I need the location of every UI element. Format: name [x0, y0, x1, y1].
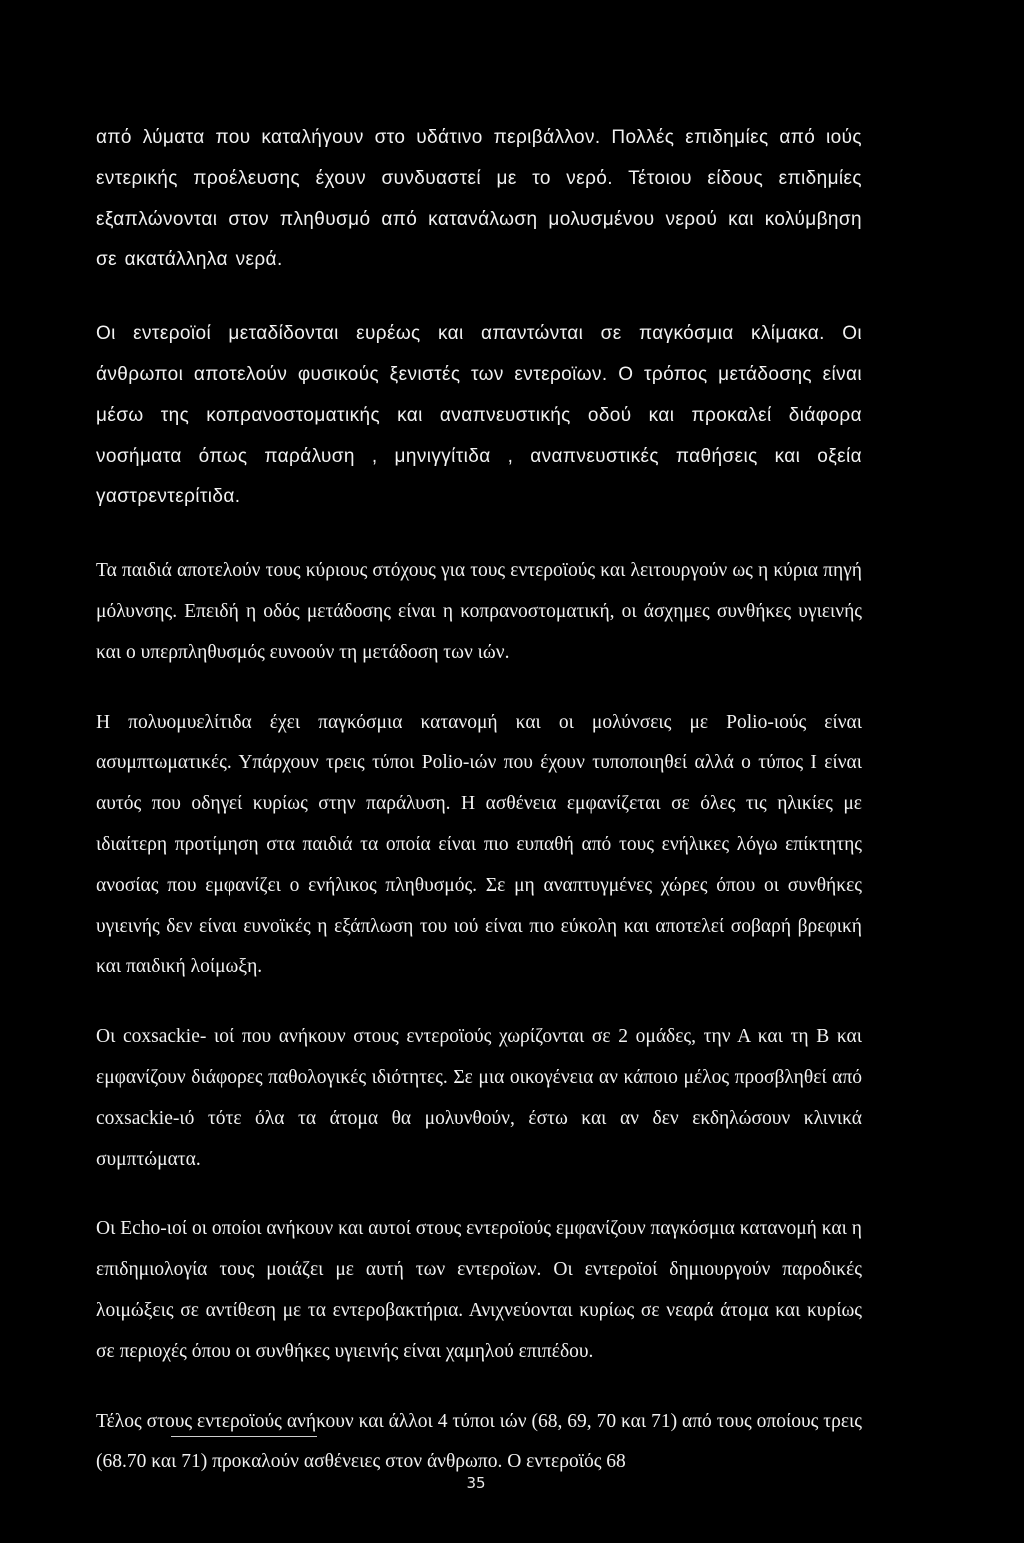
- paragraph-poliomyelitis: Η πολυομυελίτιδα έχει παγκόσμια κατανομή και οι μολύνσεις με Polio-ιούς είναι ασυμπτωματικές. Υπάρχουν τρεις τύποι Polio-ιών που έχουν τυποποιηθεί αλλά ο τύπος I είναι αυτός που οδηγεί κυρίως στην παράλυση. Η ασθένεια εμφανίζεται σε όλες τις ηλικίες με ιδιαίτερη προτίμηση στα παιδιά τα οποία είναι πιο ευπαθή από τους ενήλικες λόγω επίκτητης ανοσίας που εμφανίζει ο ενήλικος πληθυσμός. Σε μη αναπτυγμένες χώρες όπου οι συνθήκες υγιεινής δεν είναι ευνοϊκές η εξάπλωση του ιού είναι πιο εύκολη και αποτελεί σοβαρή βρεφική και παιδική λοίμωξη.: [96, 711, 862, 978]
- paragraph-other-types: Τέλος στους εντεροϊούς ανήκουν και άλλοι 4 τύποι ιών (68, 69, 70 και 71) από τους οποίους τρεις (68.70 και 71) προκαλούν ασθένειες στον άνθρωπο. Ο εντεροϊός 68: [96, 1410, 862, 1473]
- paragraph-children-targets: Τα παιδιά αποτελούν τους κύριους στόχους για τους εντεροϊούς και λειτουργούν ως η κύρια πηγή μόλυνσης. Επειδή η οδός μετάδοσης είναι η κοπρανοστοματική, οι άσχημες συνθήκες υγιεινής και ο υπερπληθυσμός ευνοούν τη μετάδοση των ιών.: [96, 560, 862, 663]
- page-number: [0, 1474, 1024, 1492]
- page-number-text: 35: [466, 1474, 486, 1492]
- paragraph-enterovirus-transmission: Οι εντεροϊοί μεταδίδονται ευρέως και απαντώνται σε παγκόσμια κλίμακα. Οι άνθρωποι αποτελούν φυσικούς ξενιστές των εντεροϊων. Ο τρόπος μετάδοσης είναι μέσω της κοπρανοστοματικής και αναπνευστικής οδού και προκαλεί διάφορα νοσήματα όπως παράλυση , μηνιγγίτιδα , αναπνευστικές παθήσεις και οξεία γαστρεντερίτιδα.: [96, 323, 862, 508]
- document-body: [96, 118, 862, 1483]
- footnote-divider: [171, 1436, 317, 1437]
- paragraph-water-epidemics: από λύματα που καταλήγουν στο υδάτινο περιβάλλον. Πολλές επιδημίες από ιούς εντερικής προέλευσης έχουν συνδυαστεί με το νερό. Τέτοιου είδους επιδημίες εξαπλώνονται στον πληθυσμό από κατανάλωση μολυσμένου νερού και κολύμβηση σε ακατάλληλα νερά.: [96, 127, 862, 271]
- paragraph-echo-viruses: Οι Echo-ιοί οι οποίοι ανήκουν και αυτοί στους εντεροϊούς εμφανίζουν παγκόσμια κατανομή και η επιδημιολογία τους μοιάζει με αυτή των εντεροϊων. Οι εντεροϊοί δημιουργούν παροδικές λοιμώξεις σε αντίθεση με τα εντεροβακτήρια. Ανιχνεύονται κυρίως σε νεαρά άτομα και κυρίως σε περιοχές όπου οι συνθήκες υγιεινής είναι χαμηλού επιπέδου.: [96, 1218, 862, 1362]
- paragraph-coxsackie: Οι coxsackie- ιοί που ανήκουν στους εντεροϊούς χωρίζονται σε 2 ομάδες, την Α και τη Β και εμφανίζουν διάφορες παθολογικές ιδιότητες. Σε μια οικογένεια αν κάποιο μέλος προσβληθεί από coxsackie-ιό τότε όλα τα άτομα θα μολυνθούν, έστω και αν δεν εκδηλώσουν κλινικά συμπτώματα.: [96, 1026, 862, 1170]
